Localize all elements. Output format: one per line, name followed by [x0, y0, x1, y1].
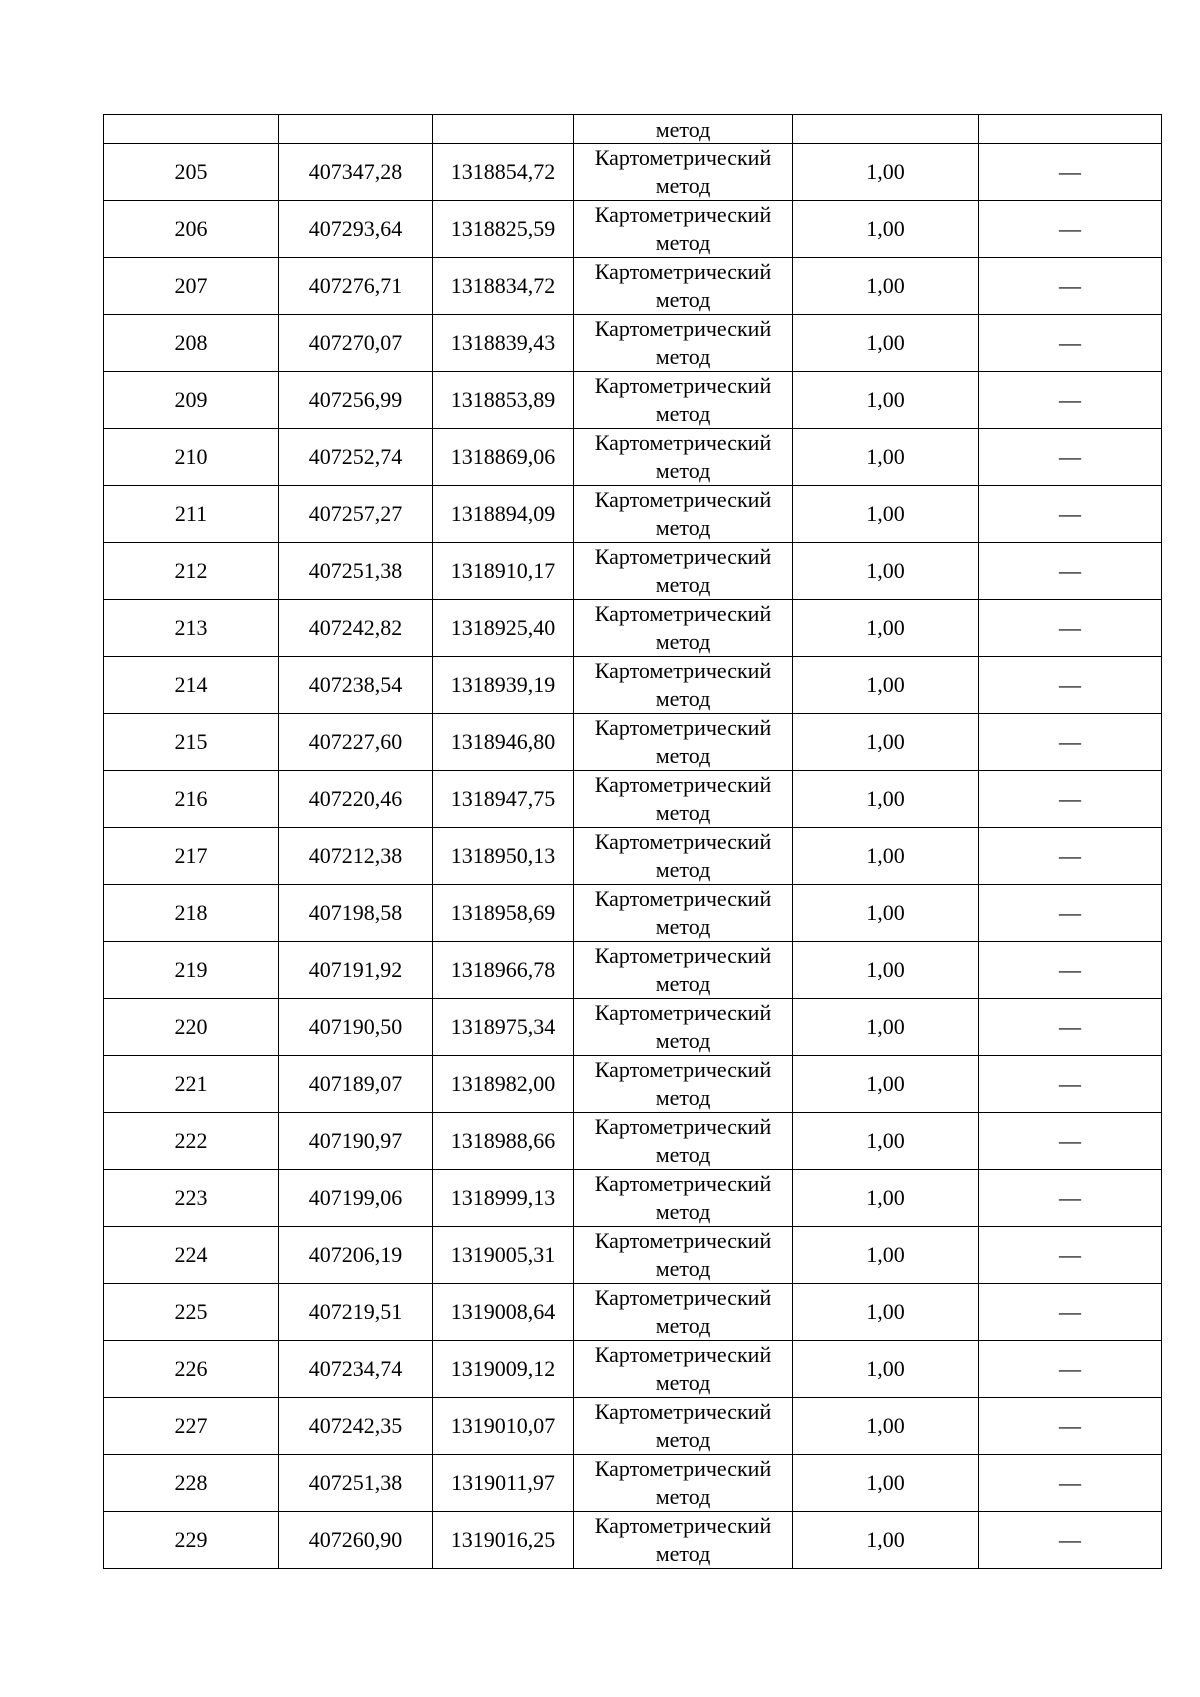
method-line-2: метод	[655, 1199, 711, 1224]
method-line-1: Картометрический	[594, 715, 772, 740]
cell-point-number: 211	[104, 486, 279, 543]
cell-note: —	[979, 1227, 1162, 1284]
cell-accuracy: 1,00	[793, 1341, 979, 1398]
table-row	[104, 1455, 1162, 1512]
cell-accuracy: 1,00	[793, 144, 979, 201]
method-line-2: метод	[655, 857, 711, 882]
cell-method	[574, 429, 793, 486]
method-line-1: Картометрический	[594, 259, 772, 284]
cell-note: —	[979, 999, 1162, 1056]
cell-x: 407234,74	[279, 1341, 433, 1398]
cell-x: 407257,27	[279, 486, 433, 543]
table-row	[104, 771, 1162, 828]
cell-accuracy: 1,00	[793, 714, 979, 771]
cell-accuracy: 1,00	[793, 942, 979, 999]
cell-point-number: 217	[104, 828, 279, 885]
cell-point-number: 206	[104, 201, 279, 258]
cell-accuracy: 1,00	[793, 372, 979, 429]
table-row	[104, 885, 1162, 942]
cell-y: 1318910,17	[433, 543, 574, 600]
cell-x: 407293,64	[279, 201, 433, 258]
method-line-1: Картометрический	[594, 202, 772, 227]
cell-point-number: 218	[104, 885, 279, 942]
cell-note: —	[979, 315, 1162, 372]
continuation-row	[104, 115, 1162, 144]
cell-y: 1318946,80	[433, 714, 574, 771]
method-line-1: Картометрический	[594, 1456, 772, 1481]
cell-x: 407270,07	[279, 315, 433, 372]
method-line-2: метод	[655, 1256, 711, 1281]
cell-note: —	[979, 942, 1162, 999]
cell-y: 1318939,19	[433, 657, 574, 714]
method-line-2: метод	[655, 800, 711, 825]
method-line-1: Картометрический	[594, 1285, 772, 1310]
table-row	[104, 828, 1162, 885]
method-line-2: метод	[655, 1370, 711, 1395]
cell-method	[574, 1512, 793, 1569]
table-row	[104, 600, 1162, 657]
cell-note: —	[979, 1284, 1162, 1341]
method-line-2: метод	[655, 971, 711, 996]
method-line-2: метод	[655, 344, 711, 369]
cell-y: 1319011,97	[433, 1455, 574, 1512]
cell-point-number: 219	[104, 942, 279, 999]
cell-x: 407191,92	[279, 942, 433, 999]
cell-x: 407206,19	[279, 1227, 433, 1284]
cell-note: —	[979, 714, 1162, 771]
cell-note: —	[979, 258, 1162, 315]
method-line-1: Картометрический	[594, 886, 772, 911]
cell-x: 407251,38	[279, 1455, 433, 1512]
cell-x: 407227,60	[279, 714, 433, 771]
cell-x: 407220,46	[279, 771, 433, 828]
cell-note: —	[979, 543, 1162, 600]
cell-method	[574, 543, 793, 600]
cell-accuracy: 1,00	[793, 999, 979, 1056]
cell-x: 407198,58	[279, 885, 433, 942]
cell-point-number: 222	[104, 1113, 279, 1170]
cell-accuracy: 1,00	[793, 429, 979, 486]
method-line-1: Картометрический	[594, 487, 772, 512]
coordinates-table-body	[104, 115, 1162, 1569]
method-line-2: метод	[655, 1427, 711, 1452]
cell-y	[433, 115, 574, 144]
method-line-2: метод	[655, 629, 711, 654]
table-row	[104, 258, 1162, 315]
table-row	[104, 1056, 1162, 1113]
cell-point-number: 224	[104, 1227, 279, 1284]
cell-note: —	[979, 1512, 1162, 1569]
cell-y: 1319016,25	[433, 1512, 574, 1569]
cell-note: —	[979, 1056, 1162, 1113]
cell-x: 407238,54	[279, 657, 433, 714]
method-line-2: метод	[655, 287, 711, 312]
cell-note: —	[979, 1455, 1162, 1512]
cell-y: 1318966,78	[433, 942, 574, 999]
cell-method	[574, 942, 793, 999]
table-row	[104, 942, 1162, 999]
cell-method	[574, 201, 793, 258]
cell-x: 407276,71	[279, 258, 433, 315]
cell-method	[574, 1455, 793, 1512]
cell-x: 407242,35	[279, 1398, 433, 1455]
cell-y: 1318975,34	[433, 999, 574, 1056]
cell-y: 1319009,12	[433, 1341, 574, 1398]
cell-y: 1318950,13	[433, 828, 574, 885]
cell-y: 1318947,75	[433, 771, 574, 828]
method-line-1: Картометрический	[594, 1000, 772, 1025]
cell-y: 1318988,66	[433, 1113, 574, 1170]
method-line-1: Картометрический	[594, 1171, 772, 1196]
cell-x: 407251,38	[279, 543, 433, 600]
cell-y: 1318894,09	[433, 486, 574, 543]
method-line-2: метод	[655, 401, 711, 426]
cell-accuracy: 1,00	[793, 1113, 979, 1170]
cell-x: 407219,51	[279, 1284, 433, 1341]
method-line-2: метод	[655, 1028, 711, 1053]
method-line-1: Картометрический	[594, 1114, 772, 1139]
cell-note: —	[979, 657, 1162, 714]
table-row	[104, 543, 1162, 600]
cell-accuracy: 1,00	[793, 1170, 979, 1227]
method-line-1: Картометрический	[594, 829, 772, 854]
cell-point-number: 223	[104, 1170, 279, 1227]
cell-method	[574, 714, 793, 771]
cell-accuracy: 1,00	[793, 1455, 979, 1512]
cell-point-number: 213	[104, 600, 279, 657]
cell-accuracy: 1,00	[793, 828, 979, 885]
method-line-1: Картометрический	[594, 544, 772, 569]
method-line-2: метод	[655, 572, 711, 597]
cell-method	[574, 1227, 793, 1284]
cell-y: 1318999,13	[433, 1170, 574, 1227]
cell-accuracy: 1,00	[793, 315, 979, 372]
cell-method	[574, 657, 793, 714]
coordinates-table	[103, 114, 1162, 1569]
method-line-1: Картометрический	[594, 1228, 772, 1253]
cell-x: 407199,06	[279, 1170, 433, 1227]
table-row	[104, 144, 1162, 201]
cell-x	[279, 115, 433, 144]
cell-y: 1318834,72	[433, 258, 574, 315]
method-line-2: метод	[655, 686, 711, 711]
cell-method	[574, 1398, 793, 1455]
cell-accuracy: 1,00	[793, 600, 979, 657]
cell-point-number: 207	[104, 258, 279, 315]
table-row	[104, 1512, 1162, 1569]
method-line-2: метод	[655, 1085, 711, 1110]
cell-y: 1318982,00	[433, 1056, 574, 1113]
cell-accuracy: 1,00	[793, 543, 979, 600]
cell-note: —	[979, 1341, 1162, 1398]
cell-y: 1318958,69	[433, 885, 574, 942]
cell-note: —	[979, 1113, 1162, 1170]
cell-accuracy: 1,00	[793, 771, 979, 828]
cell-note: —	[979, 1170, 1162, 1227]
cell-note: —	[979, 771, 1162, 828]
cell-x: 407260,90	[279, 1512, 433, 1569]
method-line-1: Картометрический	[594, 772, 772, 797]
cell-point-number	[104, 115, 279, 144]
cell-method	[574, 1170, 793, 1227]
table-row	[104, 1398, 1162, 1455]
cell-note	[979, 115, 1162, 144]
table-row	[104, 1341, 1162, 1398]
cell-y: 1318854,72	[433, 144, 574, 201]
method-line-2: метод	[655, 230, 711, 255]
cell-method	[574, 315, 793, 372]
cell-note: —	[979, 429, 1162, 486]
cell-method	[574, 600, 793, 657]
method-line-1: Картометрический	[594, 1342, 772, 1367]
method-line-1: Картометрический	[594, 430, 772, 455]
method-line-1: Картометрический	[594, 658, 772, 683]
cell-method	[574, 486, 793, 543]
cell-y: 1319005,31	[433, 1227, 574, 1284]
cell-accuracy: 1,00	[793, 1227, 979, 1284]
cell-point-number: 208	[104, 315, 279, 372]
cell-note: —	[979, 600, 1162, 657]
cell-method	[574, 258, 793, 315]
method-line-2: метод	[655, 515, 711, 540]
method-line-2: метод	[655, 1541, 711, 1566]
cell-point-number: 226	[104, 1341, 279, 1398]
cell-method	[574, 999, 793, 1056]
table-row	[104, 1113, 1162, 1170]
cell-method	[574, 1056, 793, 1113]
cell-accuracy	[793, 115, 979, 144]
cell-point-number: 209	[104, 372, 279, 429]
cell-point-number: 220	[104, 999, 279, 1056]
cell-point-number: 210	[104, 429, 279, 486]
method-line-2: метод	[655, 1142, 711, 1167]
method-line-1: Картометрический	[594, 1057, 772, 1082]
method-line-1: Картометрический	[594, 373, 772, 398]
method-line-1: Картометрический	[594, 316, 772, 341]
method-line-2: метод	[655, 743, 711, 768]
cell-x: 407190,50	[279, 999, 433, 1056]
cell-x: 407252,74	[279, 429, 433, 486]
method-line-2: метод	[655, 914, 711, 939]
cell-y: 1318839,43	[433, 315, 574, 372]
cell-note: —	[979, 144, 1162, 201]
method-line-2: метод	[655, 173, 711, 198]
cell-method	[574, 1113, 793, 1170]
cell-y: 1318925,40	[433, 600, 574, 657]
cell-x: 407190,97	[279, 1113, 433, 1170]
method-line-2: метод	[655, 1484, 711, 1509]
cell-method	[574, 1341, 793, 1398]
cell-point-number: 215	[104, 714, 279, 771]
cell-x: 407347,28	[279, 144, 433, 201]
cell-point-number: 212	[104, 543, 279, 600]
table-row	[104, 1284, 1162, 1341]
cell-accuracy: 1,00	[793, 885, 979, 942]
cell-method	[574, 372, 793, 429]
table-row	[104, 1170, 1162, 1227]
cell-method	[574, 144, 793, 201]
cell-accuracy: 1,00	[793, 201, 979, 258]
cell-x: 407212,38	[279, 828, 433, 885]
cell-accuracy: 1,00	[793, 258, 979, 315]
cell-accuracy: 1,00	[793, 1056, 979, 1113]
cell-accuracy: 1,00	[793, 1512, 979, 1569]
table-row	[104, 1227, 1162, 1284]
cell-point-number: 227	[104, 1398, 279, 1455]
method-line-1: Картометрический	[594, 943, 772, 968]
cell-method: метод	[574, 115, 793, 144]
cell-note: —	[979, 1398, 1162, 1455]
cell-accuracy: 1,00	[793, 1284, 979, 1341]
method-line-2: метод	[655, 1313, 711, 1338]
table-row	[104, 201, 1162, 258]
cell-point-number: 205	[104, 144, 279, 201]
cell-accuracy: 1,00	[793, 1398, 979, 1455]
cell-method	[574, 828, 793, 885]
cell-note: —	[979, 372, 1162, 429]
table-row	[104, 315, 1162, 372]
cell-note: —	[979, 201, 1162, 258]
method-line-1: Картометрический	[594, 1399, 772, 1424]
cell-x: 407189,07	[279, 1056, 433, 1113]
cell-y: 1319010,07	[433, 1398, 574, 1455]
table-row	[104, 372, 1162, 429]
cell-note: —	[979, 885, 1162, 942]
cell-x: 407256,99	[279, 372, 433, 429]
cell-point-number: 221	[104, 1056, 279, 1113]
cell-accuracy: 1,00	[793, 657, 979, 714]
table-row	[104, 657, 1162, 714]
cell-note: —	[979, 828, 1162, 885]
table-row	[104, 429, 1162, 486]
cell-y: 1318853,89	[433, 372, 574, 429]
table-row	[104, 999, 1162, 1056]
cell-note: —	[979, 486, 1162, 543]
cell-point-number: 214	[104, 657, 279, 714]
method-line-1: Картометрический	[594, 145, 772, 170]
table-row	[104, 486, 1162, 543]
cell-point-number: 229	[104, 1512, 279, 1569]
cell-y: 1318869,06	[433, 429, 574, 486]
cell-point-number: 228	[104, 1455, 279, 1512]
cell-point-number: 225	[104, 1284, 279, 1341]
cell-y: 1318825,59	[433, 201, 574, 258]
cell-method	[574, 885, 793, 942]
cell-method	[574, 1284, 793, 1341]
cell-point-number: 216	[104, 771, 279, 828]
cell-method	[574, 771, 793, 828]
table-row	[104, 714, 1162, 771]
cell-y: 1319008,64	[433, 1284, 574, 1341]
method-line-1: Картометрический	[594, 1513, 772, 1538]
method-line-2: метод	[655, 458, 711, 483]
cell-accuracy: 1,00	[793, 486, 979, 543]
method-line-1: Картометрический	[594, 601, 772, 626]
cell-x: 407242,82	[279, 600, 433, 657]
